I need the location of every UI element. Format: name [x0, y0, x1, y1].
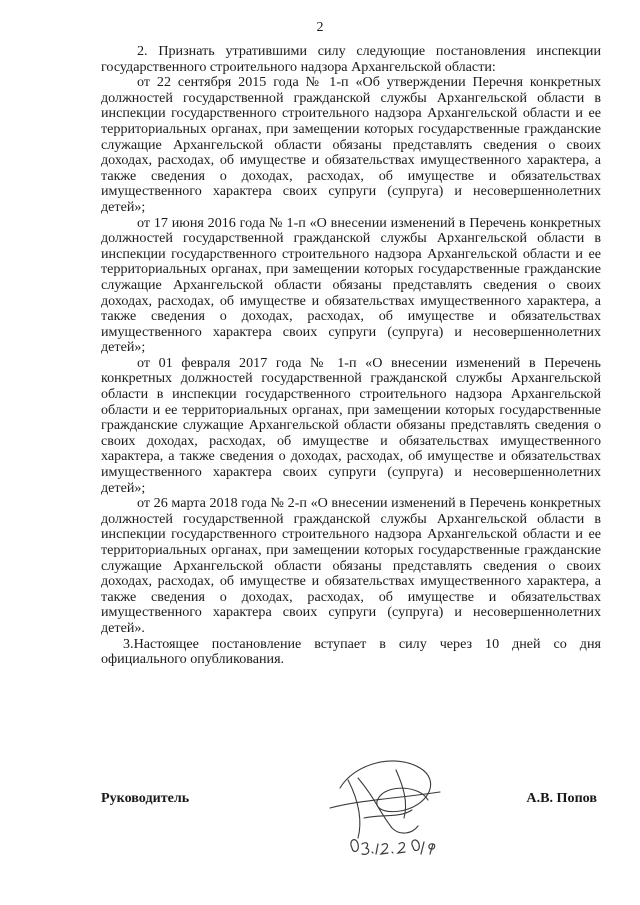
paragraph-decree-2016: от 17 июня 2016 года № 1-п «О внесении изменений в Перечень конкретных должностей государственной гражданской службы Архангельской области в инспекции государственного строительного надзора Архангельской области и ее территориальных органах, при замещении которых государственные гражданские служащие Архангельской области обязаны представлять сведения о своих доходах, расходах, об имуществе и обязательствах имущественного характера, а также сведения о доходах, расходах, об имуществе и обязательствах имущественного характера своих супруги (супруга) и несовершеннолетних детей»; — [101, 214, 601, 356]
handwritten-signature — [300, 748, 460, 868]
signatory-name: А.В. Попов — [526, 790, 597, 806]
paragraph-decree-2018: от 26 марта 2018 года № 2-п «О внесении изменений в Перечень конкретных должностей государственной гражданской службы Архангельской области в инспекции государственного строительного надзора Архангельской области и ее территориальных органах, при замещении которых государственные гражданские служащие Архангельской области обязаны представлять сведения о своих доходах, расходах, об имуществе и обязательствах имущественного характера, а также сведения о доходах, расходах, об имуществе и обязательствах имущественного характера своих супруги (супруга) и несовершеннолетних детей». — [101, 495, 601, 636]
paragraph-repeal-clause: 2. Признать утратившими силу следующие постановления инспекции государственного строительного надзора Архангельской области: — [101, 43, 601, 75]
page-number: 2 — [316, 20, 324, 35]
paragraph-decree-2015: от 22 сентября 2015 года № 1-п «Об утверждении Перечня конкретных должностей государственной гражданской службы Архангельской области в инспекции государственного строительного надзора Архангельской области и ее территориальных органах, при замещении которых государственные гражданские служащие Архангельской области обязаны представлять сведения о своих доходах, расходах, об имуществе и обязательствах имущественного характера, а также сведения о доходах, расходах, об имуществе и обязательствах имущественного характера своих супруги (супруга) и несовершеннолетних детей»; — [101, 74, 601, 215]
document-body — [101, 44, 601, 668]
paragraph-decree-2017: от 01 февраля 2017 года № 1-п «О внесении изменений в Перечень конкретных должностей государственной гражданской службы Архангельской области в инспекции государственного строительного надзора Архангельской области и ее территориальных органах, при замещении которых государственные гражданские служащие Архангельской области обязаны представлять сведения о своих доходах, расходах, об имуществе и обязательствах имущественного характера, а также сведения о доходах, расходах, об имуществе и обязательствах имущественного характера своих супруги (супруга) и несовершеннолетних детей»; — [101, 354, 601, 496]
signatory-position: Руководитель — [101, 790, 190, 806]
paragraph-effective-date: 3.Настоящее постановление вступает в силу через 10 дней со дня официального опубликования. — [101, 635, 601, 668]
